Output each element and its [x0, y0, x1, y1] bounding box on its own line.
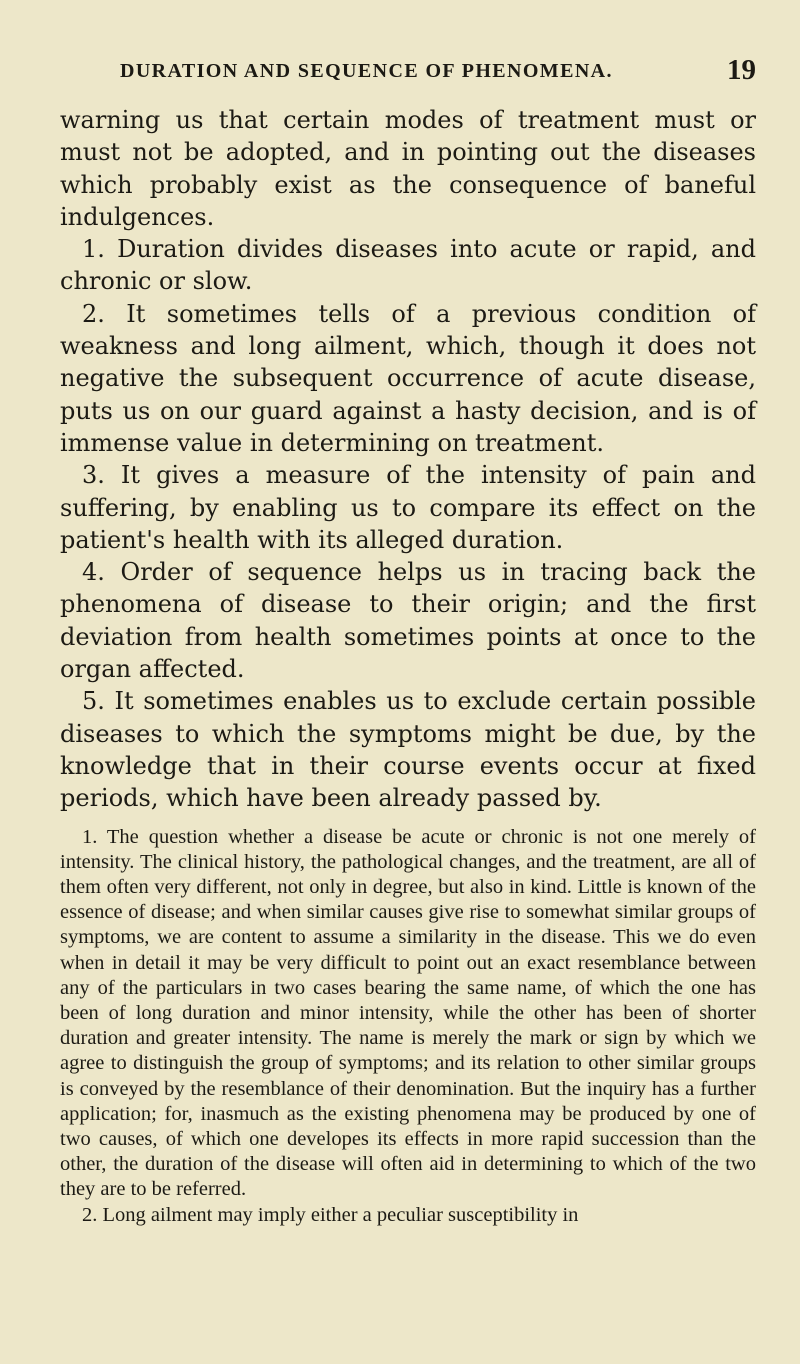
running-title: DURATION AND SEQUENCE OF PHENOMENA.	[120, 60, 613, 82]
main-paragraph: 1. Duration divides diseases into acute or rapid, and chronic or slow.	[60, 235, 756, 296]
main-paragraph: warning us that certain modes of treatment must or must not be adopted, and in pointing out the diseases which probably exist as the consequence of baneful indulgences.	[60, 106, 756, 231]
main-text	[60, 104, 756, 815]
note-paragraph: 2. Long ailment may imply either a peculiar susceptibility in	[82, 1203, 579, 1226]
notes	[60, 825, 756, 1228]
book-page	[60, 46, 756, 1346]
main-paragraph: 2. It sometimes tells of a previous condition of weakness and long ailment, which, though it does not negative the subsequent occurrence of acute disease, puts us on our guard against a hasty decision, and is of immense value in determining on treatment.	[60, 299, 756, 457]
main-paragraph: 3. It gives a measure of the intensity of pain and suffering, by enabling us to compare its effect on the patient's health with its alleged duration.	[60, 461, 756, 554]
page-number: 19	[727, 54, 756, 86]
main-paragraph: 4. Order of sequence helps us in tracing back the phenomena of disease to their origin; and the first deviation from health sometimes points at once to the organ affected.	[60, 558, 756, 684]
main-paragraph: 5. It sometimes enables us to exclude certain possible diseases to which the symptoms might be due, by the knowledge that in their course events occur at fixed periods, which have been already passed by.	[60, 687, 756, 813]
running-head	[60, 46, 756, 88]
note-paragraph: 1. The question whether a disease be acute or chronic is not one merely of intensity. The clinical history, the pathological changes, and the treatment, are all of them often very different, not only in degree, but also in kind. Little is known of the essence of disease; and when similar causes give rise to somewhat similar groups of symptoms, we are content to assume a similarity in the disease. This we do even when in detail it may be very difficult to point out an exact resemblance between any of the particulars in two cases bearing the same name, of which the one has been of long duration and minor intensity, while the other has been of shorter duration and greater intensity. The name is merely the mark or sign by which we agree to distinguish the group of symptoms; and its relation to other similar groups is conveyed by the resemblance of their denomination. But the inquiry has a further application; for, inasmuch as the existing phenomena may be produced by one of two causes, of which one developes its effects in more rapid succession than the other, the duration of the disease will often aid in determining to which of the two they are to be referred.	[60, 825, 756, 1201]
